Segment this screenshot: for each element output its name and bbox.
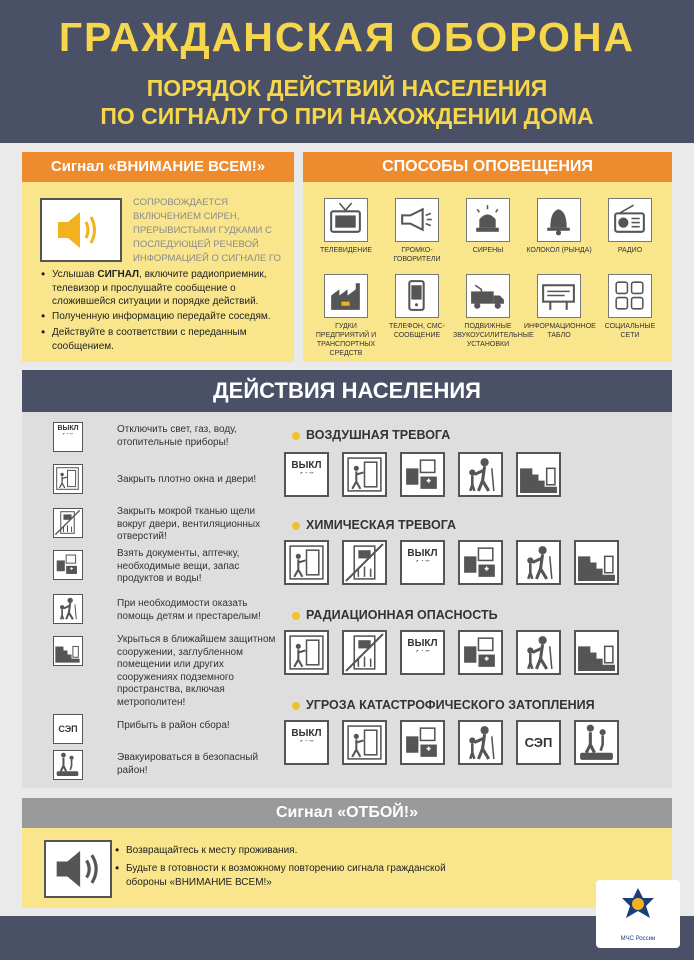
- radio-icon: [608, 198, 652, 242]
- documents-kit-icon: [400, 452, 445, 497]
- power-off-icon: [284, 452, 329, 497]
- signal-attention-title: Сигнал «ВНИМАНИЕ ВСЕМ!»: [22, 152, 294, 182]
- help-elderly-icon: [458, 720, 503, 765]
- section-air-raid-title: ВОЗДУШНАЯ ТРЕВОГА: [306, 428, 451, 442]
- method-phone: [382, 274, 452, 340]
- factory-icon: [324, 274, 368, 318]
- method-loudspeaker-label: ГРОМКО-ГОВОРИТЕЛИ: [393, 247, 441, 263]
- method-phone-label: ТЕЛЕФОН, СМС-СООБЩЕНИЕ: [388, 323, 446, 339]
- notification-methods-title: СПОСОБЫ ОПОВЕЩЕНИЯ: [303, 152, 672, 182]
- actions-panel: [22, 412, 672, 788]
- power-off-icon-label: ВЫКЛ: [57, 425, 79, 432]
- legend-text-8: Эвакуироваться в безопасный район!: [117, 752, 259, 776]
- power-off-icon: [400, 540, 445, 585]
- signal-bullet-3: • Действуйте в соответствии с переданным сообщением.: [52, 326, 284, 353]
- documents-kit-icon: [400, 720, 445, 765]
- method-board-label: ИНФОРМАЦИОННОЕ ТАБЛО: [524, 323, 596, 339]
- method-social-label: СОЦИАЛЬНЫЕ СЕТИ: [604, 323, 656, 339]
- shelter-icon: [574, 540, 619, 585]
- legend-text-7: Прибыть в район сбора!: [117, 720, 230, 731]
- signal-bullet-1-bold: СИГНАЛ: [97, 269, 140, 280]
- method-siren: [453, 198, 523, 255]
- documents-kit-icon: [53, 550, 83, 580]
- method-siren-label: СИРЕНЫ: [472, 247, 504, 254]
- social-icon: [608, 274, 652, 318]
- signal-all-clear-panel: [22, 828, 672, 908]
- window-close-icon: [342, 720, 387, 765]
- method-factory-label: ГУДКИ ПРЕДПРИЯТИЙ И ТРАНСПОРТНЫХ СРЕДСТВ: [315, 323, 377, 357]
- signal-bullet-1-pre: Услышав: [52, 269, 98, 280]
- method-board: [524, 274, 594, 340]
- help-elderly-icon: [458, 452, 503, 497]
- siren-icon: [466, 198, 510, 242]
- power-off-label: ВЫКЛ: [407, 638, 438, 649]
- method-truck-label: ПОДВИЖНЫЕ ЗВУКОУСИЛИТЕЛЬНЫЕ УСТАНОВКИ: [453, 323, 534, 348]
- board-icon: [537, 274, 581, 318]
- actions-title: ДЕЙСТВИЯ НАСЕЛЕНИЯ: [22, 370, 672, 412]
- power-off-label: ВЫКЛ: [291, 728, 322, 739]
- assembly-point-icon: [53, 714, 83, 744]
- wet-cloth-icon: [342, 630, 387, 675]
- speaker-icon: [44, 840, 112, 898]
- signal-bullet-1: [52, 268, 284, 309]
- bell-icon: [537, 198, 581, 242]
- power-off-icon: [284, 720, 329, 765]
- emercom-emblem-icon: [596, 880, 680, 930]
- loudspeaker-icon: [395, 198, 439, 242]
- shelter-icon: [516, 452, 561, 497]
- method-bell-label: КОЛОКОЛ (РЫНДА): [526, 247, 592, 254]
- all-clear-bullet-2: • Будьте в готовности к возможному повторению сигнала гражданской обороны «ВНИМАНИЕ ВСЕМ!»: [126, 862, 456, 889]
- wet-cloth-icon: [342, 540, 387, 585]
- legend-text-4: Взять документы, аптечку, необходимые вещи, запас продуктов и воды!: [117, 548, 240, 584]
- shelter-icon: [53, 636, 83, 666]
- method-factory: [311, 274, 381, 358]
- method-radio-label: РАДИО: [617, 247, 643, 254]
- page-title: ГРАЖДАНСКАЯ ОБОРОНА: [58, 14, 636, 60]
- page-subtitle: [0, 74, 694, 130]
- signal-bullet-2: • Полученную информацию передайте соседям.: [52, 310, 284, 324]
- documents-kit-icon: [458, 630, 503, 675]
- window-close-icon: [284, 630, 329, 675]
- all-clear-bullet-1: • Возвращайтесь к месту проживания.: [126, 844, 526, 858]
- legend-text-2: Закрыть плотно окна и двери!: [117, 474, 257, 485]
- documents-kit-icon: [458, 540, 503, 585]
- method-bell: [524, 198, 594, 255]
- phone-icon: [395, 274, 439, 318]
- speaker-icon: [40, 198, 122, 262]
- emercom-logo: [596, 880, 680, 948]
- assembly-point-icon: [516, 720, 561, 765]
- page-header: [0, 0, 694, 143]
- method-truck: [453, 274, 534, 349]
- window-close-icon: [284, 540, 329, 585]
- legend-text-5: При необходимости оказать помощь детям и престарелым!: [117, 598, 261, 622]
- signal-bullet-1-post: , включите радиоприемник, телевизор и прослушайте сообщение о сложившейся ситуации и порядке действий.: [52, 269, 267, 307]
- power-off-icon: [53, 422, 83, 452]
- legend-text-3: Закрыть мокрой тканью щели вокруг двери, вентиляционных отверстий!: [117, 506, 261, 542]
- tv-icon: [324, 198, 368, 242]
- section-flood-title: УГРОЗА КАТАСТРОФИЧЕСКОГО ЗАТОПЛЕНИЯ: [306, 698, 595, 712]
- method-tv-label: ТЕЛЕВИДЕНИЕ: [319, 247, 373, 254]
- assembly-point-label: СЭП: [524, 735, 553, 750]
- emercom-logo-text: МЧС России: [620, 936, 656, 942]
- help-elderly-icon: [53, 594, 83, 624]
- method-social: [595, 274, 665, 340]
- window-close-icon: [342, 452, 387, 497]
- assembly-point-icon-label: СЭП: [58, 724, 78, 734]
- subtitle-line-2: ПО СИГНАЛУ ГО ПРИ НАХОЖДЕНИИ ДОМА: [100, 103, 594, 129]
- shelter-icon: [574, 630, 619, 675]
- subtitle-line-1: ПОРЯДОК ДЕЙСТВИЙ НАСЕЛЕНИЯ: [146, 75, 548, 101]
- power-off-label: ВЫКЛ: [291, 460, 322, 471]
- section-chemical-title: ХИМИЧЕСКАЯ ТРЕВОГА: [306, 518, 457, 532]
- legend-text-6: Укрыться в ближайшем защитном сооружении, заглубленном помещении или других сооружениях подземного пространства, включая метрополитен!: [117, 634, 276, 708]
- signal-description: СОПРОВОЖДАЕТСЯ ВКЛЮЧЕНИЕМ СИРЕН, ПРЕРЫВИСТЫМИ ГУДКАМИ С ПОСЛЕДУЮЩЕЙ РЕЧЕВОЙ ИНФОРМАЦИЕЙ О СИГНАЛЕ ГО: [133, 197, 281, 264]
- wet-cloth-icon: [53, 508, 83, 538]
- signal-all-clear-title: Сигнал «ОТБОЙ!»: [22, 798, 672, 828]
- help-elderly-icon: [516, 630, 561, 675]
- section-radiation-title: РАДИАЦИОННАЯ ОПАСНОСТЬ: [306, 608, 498, 622]
- page-footer: [0, 916, 694, 960]
- truck-icon: [466, 274, 510, 318]
- signal-attention-panel: [22, 152, 294, 362]
- legend-text-1: Отключить свет, газ, воду, отопительные приборы!: [117, 424, 237, 448]
- method-loudspeaker: [382, 198, 452, 264]
- help-elderly-icon: [516, 540, 561, 585]
- power-off-icon: [400, 630, 445, 675]
- method-radio: [595, 198, 665, 255]
- power-off-label: ВЫКЛ: [407, 548, 438, 559]
- method-tv: [311, 198, 381, 255]
- notification-methods-panel: [303, 152, 672, 362]
- evacuation-icon: [574, 720, 619, 765]
- window-close-icon: [53, 464, 83, 494]
- evacuation-icon: [53, 750, 83, 780]
